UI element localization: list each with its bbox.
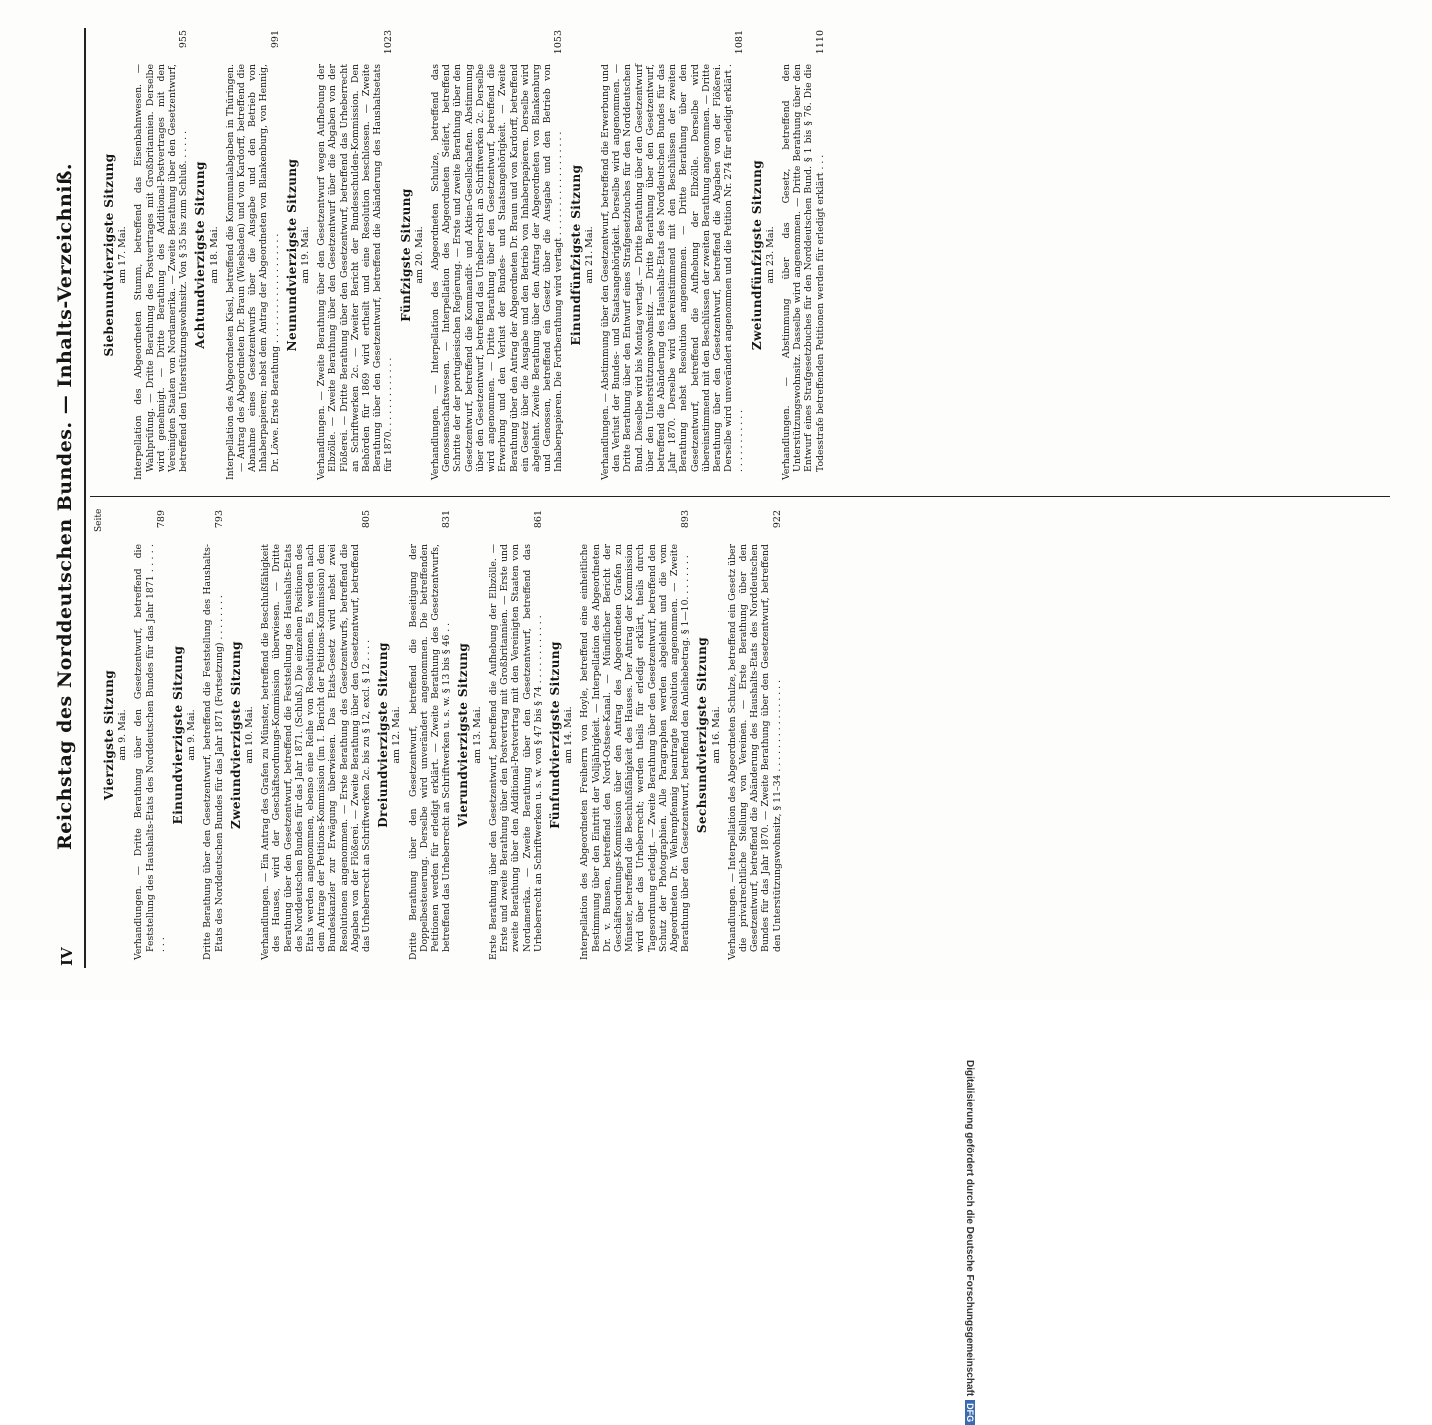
session-entry: [568, 30, 746, 480]
header-rule: [84, 28, 86, 968]
session-date: am 9. Mai.: [117, 709, 129, 761]
summary-text: Verhandlungen. — Dritte Berathung über den Gesetzentwurf, betreffend die Feststellung des Haushalts-Etats des Norddeutschen Bundes für das Jahr 1871 . . . . . . . .: [133, 544, 167, 960]
session-summary: [488, 510, 544, 960]
summary-text: Verhandlungen. — Interpellation des Abgeordneten Schulze, betreffend das Genossenschaftswesen. — Interpellation des Abgeordneten Seifert, betreffend Schritte der der portugiesischen Regierung. — Erste und zweite Berathung über den Gesetzentwurf, betreffend die Kommandit- und Aktien-Gesellschaften. Abstimmung über den Gesetzentwurf, betreffend das Urheberrecht an Schriftwerken 2c. Derselbe wird angenommen. — Dritte Berathung über den Gesetzentwurf, betreffend die Erwerbung und den Verlust der Bundes- und Staatsangehörigkeit. — Zweite Berathung über den Antrag der Abgeordneten Dr. Braun und von Kardorff, betreffend ein Gesetz über die Ausgabe und den Betrieb von Inhaberpapieren. Derselbe wird abgelehnt. Zweite Berathung über den Antrag der Abgeordneten von Blankenburg und Genossen, betreffend ein Gesetz über die Ausgabe und den Betrieb von Inhaberpapieren. Die Fortberathung wird vertagt . . . . . . . . . . . . . . . . . .: [430, 64, 565, 480]
session-title: Achtundvierzigste Sitzung: [193, 161, 208, 349]
page-reference: 861: [532, 510, 544, 529]
page-reference: 805: [361, 510, 373, 529]
summary-text: Verhandlungen. — Abstimmung über den Gesetzentwurf, betreffend die Erwerbung und den Verlust der Bundes- und Staatsangehörigkeit. Derselbe wird angenommen. — Dritte Berathung über den Entwurf eines Strafgesetzbuches für den Norddeutschen Bund. Dieselbe wird bis Montag vertagt. — Dritte Berathung über den Gesetzentwurf über den Unterstützungswohnsitz. — Dritte Berathung über den Gesetzentwurf, betreffend die Abänderung des Haushalts-Etats des Norddeutschen Bundes für das Jahr 1870. Derselbe wird übereinstimmend mit den Beschlüssen der zweiten Berathung nebst Resolution angenommen. — Dritte Berathung über den Gesetzentwurf, betreffend die Aufhebung der Elbzölle. Derselbe wird übereinstimmend mit den Beschlüssen der zweiten Berathung angenommen. — Dritte Berathung über den Gesetzentwurf, betreffend die Abgaben von der Flößerei. Derselbe wird unverändert angenommen und die Petition Nr. 274 für erledigt erklärt . . . . . . . . . . . .: [599, 63, 746, 480]
summary-text: Interpellation des Abgeordneten Freiherrn von Hoyle, betreffend eine einheitliche Bestimmung über den Eintritt der Volljährigkeit. — Interpellation des Abgeordneten Dr. v. Bunsen, betreffend den Nord-Ostsee-Kanal. — Mündlicher Bericht der Geschäftsordnungs-Kommission über den Antrag des Abgeordneten Grafen zu Münster, betreffend die Beschlußfähigkeit des Hauses. Der Antrag der Kommission wird über das Urheberrecht; werden theils für erledigt erklärt, theils durch Tagesordnung erledigt. — Zweite Berathung über den Gesetzentwurf, betreffend den Schutz der Photographien. Alle Paragraphen werden abgelehnt und die vom Abgeordneten Dr. Wehrenpfennig beantragte Resolution angenommen. — Zweite Berathung über den Gesetzentwurf, betreffend den Anleihebetrag. § 1—10. . . . . . . .: [579, 544, 692, 960]
session-title: Neunundvierzigste Sitzung: [284, 158, 299, 352]
session-date: am 13. Mai.: [471, 706, 483, 764]
session-title: Fünfundvierzigste Sitzung: [547, 641, 562, 829]
session-summary: [260, 510, 372, 960]
session-entry: [104, 30, 189, 480]
summary-text: Interpellation des Abgeordneten Kiesl, betreffend die Kommunalabgaben in Thüringen. — Antrag des Abgeordneten Dr. Braun (Wiesbaden) und von Kardorff, betreffend die Abnahme eines Gesetzentwurfs über die Ausgabe und den Betrieb von Inhaberpapieren; nebst dem Antrag der Abgeordneten von Blankenburg, von Hennig, Dr. Löwe. Erste Berathung . . . . . . . . . . . . . . . . . . .: [224, 64, 281, 480]
session-summary: [133, 510, 167, 960]
session-entry: [195, 30, 280, 480]
summary-text: Verhandlungen. — Zweite Berathung über den Gesetzentwurf wegen Aufhebung der Elbzölle. — Zweite Berathung über den Gesetzentwurf über die Abgaben von der Flößerei. — Dritte Berathung über den Gesetzentwurf, betreffend das Urheberrecht an Schriftwerken 2c. — Zweiter Bericht der Bundesschulden-Kommission. Den Behörden für 1869 wird ertheilt und eine Resolution beschlossen. — Zweite Berathung über den Gesetzentwurf, betreffend die Abänderung des Haushaltsetats für 1870. . . . . . . . . . . . .: [316, 64, 395, 480]
session-title: Sechsundvierzigste Sitzung: [695, 636, 710, 834]
summary-text: Dritte Berathung über den Gesetzentwurf, betreffend die Beseitigung der Doppelbesteuerung. Derselbe wird unverändert angenommen. Die betreffenden Petitionen werden für erledigt erklärt. — Zweite Berathung des Gesetzentwurfs, betreffend das Urheberrecht an Schriftwerken u. s. w. § 13 bis § 46 . .: [407, 544, 453, 960]
session-entry: [547, 510, 692, 960]
page-reference: 1081: [734, 30, 746, 55]
session-date: am 19. Mai.: [300, 226, 312, 284]
session-date: am 10. Mai.: [244, 706, 256, 764]
session-date: am 18. Mai.: [208, 226, 220, 284]
session-title: Vierundvierzigste Sitzung: [456, 642, 471, 828]
session-date: am 12. Mai.: [391, 706, 403, 764]
summary-text: Dritte Berathung über den Gesetzentwurf, betreffend die Feststellung des Haushalts-Etats des Norddeutschen Bundes für das Jahr 1871 (Fortsetzung) . . . . . . . .: [202, 544, 225, 960]
session-title: Zweiundfünfzigste Sitzung: [749, 159, 764, 351]
session-title: Fünfzigste Sitzung: [398, 188, 413, 322]
page-reference: 893: [680, 510, 692, 529]
seite-label: Seite: [94, 508, 104, 532]
session-summary: [579, 510, 691, 960]
digitization-credit: [959, 1060, 975, 1423]
session-entry: [749, 30, 826, 480]
session-summary: [316, 30, 394, 480]
summary-text: Interpellation des Abgeordneten Stumm, betreffend das Eisenbahnwesen. — Wahlprüfung. — Dritte Berathung des Postvertrages mit Großbritannien. Derselbe wird genehmigt. — Dritte Berathung des Additional-Postvertrages mit den Vereinigten Staaten von Nordamerika. — Zweite Berathung über den Gesetzentwurf, betreffend den Unterstützungswohnsitz. Von § 35 bis zum Schluß. . . . . .: [133, 64, 190, 480]
session-summary: [727, 510, 783, 960]
page-reference: 1110: [814, 30, 826, 55]
session-summary: [781, 30, 826, 480]
page-number: IV: [58, 947, 76, 966]
session-date: am 16. Mai.: [710, 706, 722, 764]
dfg-logo: DFG: [965, 1400, 975, 1425]
summary-text: Erste Berathung über den Gesetzentwurf, betreffend die Aufhebung der Elbzölle. — Erste und zweite Berathung über den Postvertrag mit Großbritannien. — Erste und zweite Berathung über den Additional-Postvertrag mit den Vereinigten Staaten von Nordamerika. — Zweite Berathung über den Gesetzentwurf, betreffend das Urheberrecht an Schriftwerken u. s. w. von § 47 bis § 74 . . . . . . . . . . . .: [487, 544, 544, 960]
session-date: am 21. Mai.: [583, 226, 595, 284]
session-title: Vierzigste Sitzung: [102, 669, 116, 801]
session-title: Siebenundvierzigste Sitzung: [102, 153, 116, 357]
summary-text: Verhandlungen. — Interpellation des Abgeordneten Schulze, betreffend ein Gesetz über die privatrechtliche Stellung von Vereinen. — Erste Berathung über den Gesetzentwurf, betreffend die Abänderung des Haushalts-Etats des Norddeutschen Bundes für das Jahr 1870. — Zweite Berathung über den Gesetzentwurf, betreffend den Unterstützungswohnsitz, § 11–34 . . . . . . . . . . . . . . . .: [726, 544, 783, 960]
session-date: am 17. Mai.: [117, 226, 129, 284]
session-summary: [600, 30, 746, 480]
page-reference: 922: [771, 510, 783, 529]
session-entry: [697, 510, 782, 960]
session-entry: [173, 510, 225, 960]
session-date: am 9. Mai.: [186, 709, 198, 761]
session-summary: [133, 30, 189, 480]
session-summary: [202, 510, 224, 960]
session-date: am 23. Mai.: [764, 226, 776, 284]
session-entry: [458, 510, 543, 960]
page-reference: 831: [441, 510, 453, 529]
session-entry: [228, 510, 373, 960]
left-column: [100, 510, 789, 960]
page-reference: 789: [155, 510, 167, 529]
page-reference: 1053: [553, 30, 565, 55]
session-title: Zweiundvierzigste Sitzung: [228, 641, 243, 829]
session-title: Einundvierzigste Sitzung: [171, 645, 186, 825]
summary-text: Verhandlungen. — Abstimmung über das Gesetz, betreffend den Unterstützungswohnsitz. Dasselbe wird angenommen. — Dritte Berathung über den Entwurf eines Strafgesetzbuches für den Norddeutschen Bund. § 1 bis § 76. Die die Todesstrafe betreffenden Petitionen werden für erledigt erklärt . . .: [780, 64, 826, 480]
session-date: am 20. Mai.: [413, 226, 425, 284]
session-entry: [398, 30, 565, 480]
session-date: am 14. Mai.: [563, 706, 575, 764]
session-summary: [408, 510, 453, 960]
session-entry: [284, 30, 395, 480]
credit-text: Digitalisierung gefördert durch die Deutsche Forschungsgemeinschaft: [964, 1060, 975, 1397]
session-title: Einundfünfzigste Sitzung: [568, 164, 583, 346]
column-divider: [90, 496, 1390, 497]
right-column: [100, 30, 832, 480]
session-entry: [378, 510, 452, 960]
session-title: Dreiundvierzigste Sitzung: [376, 642, 391, 828]
running-head: Reichstag des Norddeutschen Bundes. — Inhalts-Verzeichniß.: [54, 162, 76, 850]
session-entry: [104, 510, 167, 960]
page-reference: 1023: [383, 30, 395, 55]
summary-text: Verhandlungen. — Ein Antrag des Grafen zu Münster, betreffend die Beschlußfähigkeit des Hauses, wird der Geschäftsordnungs-Kommission überwiesen. — Dritte Berathung über den Gesetzentwurf, betreffend die Feststellung des Haushalts-Etats des Norddeutschen Bundes für das Jahr 1871. (Schluß.) Die einzelnen Positionen des Etats werden angenommen, ebenso eine Reihe von Resolutionen. Es werden nach dem Antrage der Petitions-Kommission (im I. Bericht der Petitions-Kommission) dem Bundeskanzler zur Erwägung überwiesen. Das Etats-Gesetz wird nebst zwei Resolutionen angenommen. — Erste Berathung des Gesetzentwurfs, betreffend die Abgaben von der Flößerei. — Zweite Berathung über den Gesetzentwurf, betreffend das Urheberrecht an Schriftwerken 2c. bis zu § 12, excl. § 12 . . . .: [260, 544, 373, 960]
session-summary: [225, 30, 281, 480]
session-summary: [430, 30, 564, 480]
page-reference: 955: [178, 30, 190, 49]
page-reference: 991: [269, 30, 281, 49]
page-reference: 793: [213, 510, 225, 529]
